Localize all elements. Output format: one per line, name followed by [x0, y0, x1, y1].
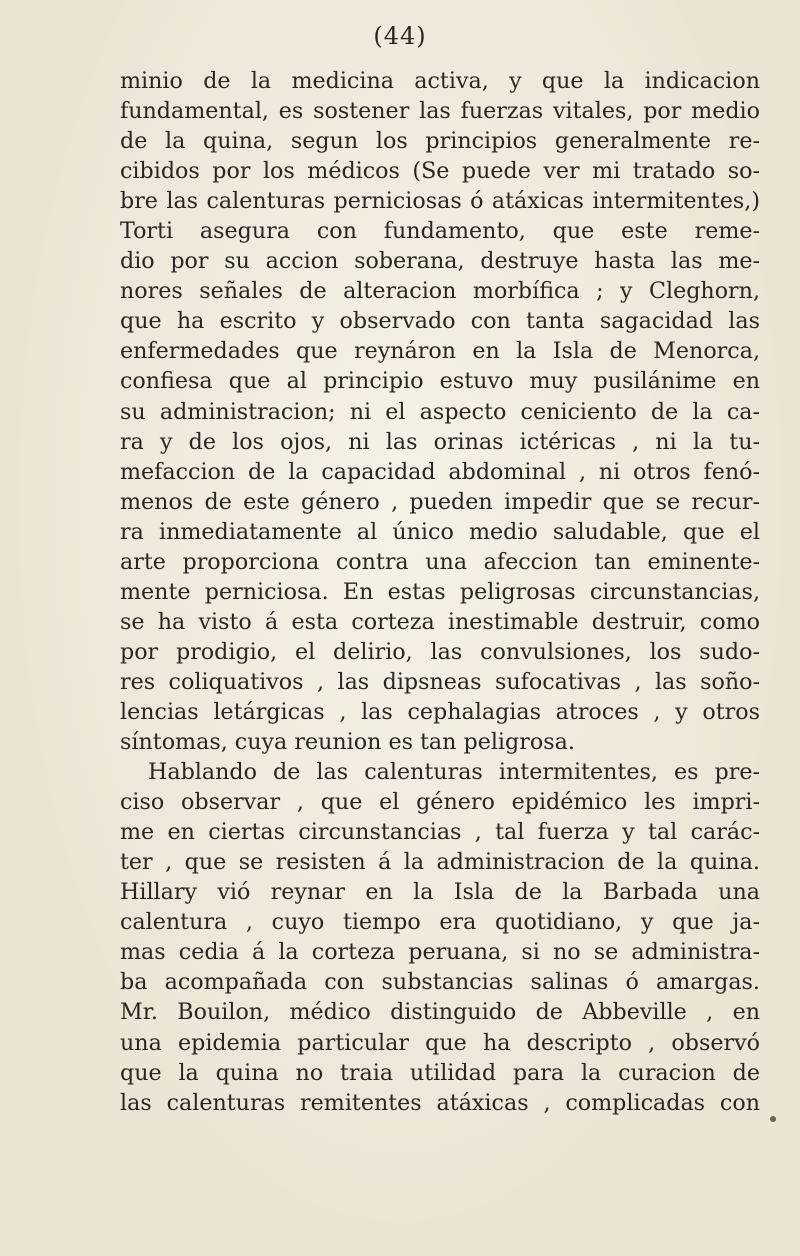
text-line: ra y de los ojos, ni las orinas ictéricas , ni la tu-	[120, 428, 760, 455]
text-line: mente perniciosa. En estas peligrosas circunstancias,	[120, 578, 760, 605]
text-line: arte proporciona contra una afeccion tan eminente-	[120, 548, 760, 575]
page-number: (44)	[373, 22, 427, 50]
text-line: dio por su accion soberana, destruye hasta las me-	[120, 248, 760, 275]
text-line: Hillary vió reynar en la Isla de la Barbada una	[120, 879, 760, 906]
text-line: cibidos por los médicos (Se puede ver mi tratado so-	[120, 158, 760, 185]
text-line: fundamental, es sostener las fuerzas vitales, por medio	[120, 98, 760, 125]
text-line: me en ciertas circunstancias , tal fuerza y tal carác-	[120, 819, 760, 846]
text-line: lencias letárgicas , las cephalagias atroces , y otros	[120, 698, 760, 725]
body-text	[120, 66, 760, 1118]
text-line: de la quina, segun los principios generalmente re-	[120, 128, 760, 155]
text-line: una epidemia particular que ha descripto , observó	[120, 1029, 760, 1056]
text-line: res coliquativos , las dipsneas sufocativas , las soño-	[120, 668, 760, 695]
paragraph-end-line: síntomas, cuya reunion es tan peligrosa.	[120, 729, 575, 756]
text-line: su administracion; ni el aspecto ceniciento de la ca-	[120, 398, 760, 425]
text-line: ba acompañada con substancias salinas ó amargas.	[120, 969, 760, 996]
text-line: ciso observar , que el género epidémico les impri-	[120, 789, 760, 816]
text-line: se ha visto á esta corteza inestimable destruir, como	[120, 608, 760, 635]
text-line: mas cedia á la corteza peruana, si no se administra-	[120, 939, 760, 966]
ink-spot	[770, 1116, 776, 1122]
text-line: menos de este género , pueden impedir que se recur-	[120, 488, 760, 515]
text-line: Torti asegura con fundamento, que este reme-	[120, 218, 760, 245]
text-line: calentura , cuyo tiempo era quotidiano, y que ja-	[120, 909, 760, 936]
paragraph-start-line: Hablando de las calenturas intermitentes, es pre-	[148, 759, 760, 786]
text-line: las calenturas remitentes atáxicas , complicadas con	[120, 1089, 760, 1116]
text-line: bre las calenturas perniciosas ó atáxicas intermitentes,)	[120, 188, 760, 215]
text-line: Mr. Bouilon, médico distinguido de Abbeville , en	[120, 999, 760, 1026]
text-line: ra inmediatamente al único medio saludable, que el	[120, 518, 760, 545]
text-line: ter , que se resisten á la administracion de la quina.	[120, 849, 760, 876]
text-line: que la quina no traia utilidad para la curacion de	[120, 1059, 760, 1086]
text-line: que ha escrito y observado con tanta sagacidad las	[120, 308, 760, 335]
text-line: por prodigio, el delirio, las convulsiones, los sudo-	[120, 638, 760, 665]
text-line: minio de la medicina activa, y que la indicacion	[120, 68, 760, 94]
text-line: nores señales de alteracion morbífica ; y Cleghorn,	[120, 278, 760, 305]
text-line: confiesa que al principio estuvo muy pusilánime en	[120, 368, 760, 395]
text-line: mefaccion de la capacidad abdominal , ni otros fenó-	[120, 458, 760, 485]
text-line: enfermedades que reynáron en la Isla de Menorca,	[120, 338, 760, 365]
